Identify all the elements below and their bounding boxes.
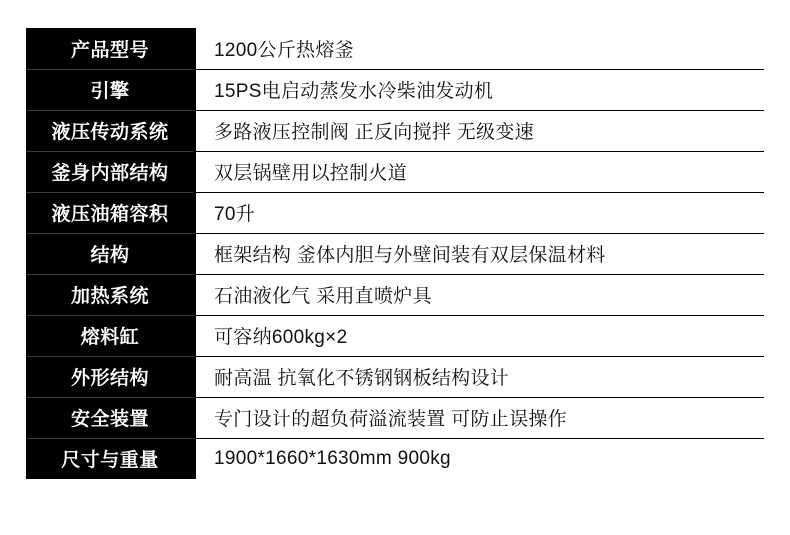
table-row — [26, 151, 764, 192]
table-row — [26, 233, 764, 274]
spec-value: 可容纳600kg×2 — [195, 315, 764, 356]
spec-label: 熔料缸 — [26, 315, 195, 356]
table-row — [26, 356, 764, 397]
spec-label: 结构 — [26, 233, 195, 274]
table-row — [26, 438, 764, 479]
specification-table-body — [26, 28, 764, 479]
spec-value: 耐高温 抗氧化不锈钢钢板结构设计 — [195, 356, 764, 397]
spec-value: 专门设计的超负荷溢流装置 可防止误操作 — [195, 397, 764, 438]
table-row — [26, 274, 764, 315]
spec-label: 釜身内部结构 — [26, 151, 195, 192]
table-row — [26, 110, 764, 151]
specification-table — [26, 28, 764, 479]
spec-value: 多路液压控制阀 正反向搅拌 无级变速 — [195, 110, 764, 151]
table-row — [26, 28, 764, 69]
spec-label: 安全装置 — [26, 397, 195, 438]
spec-value: 石油液化气 采用直喷炉具 — [195, 274, 764, 315]
table-row — [26, 315, 764, 356]
spec-label: 液压油箱容积 — [26, 192, 195, 233]
spec-label: 加热系统 — [26, 274, 195, 315]
spec-value: 框架结构 釜体内胆与外壁间装有双层保温材料 — [195, 233, 764, 274]
table-row — [26, 397, 764, 438]
spec-label: 产品型号 — [26, 28, 195, 69]
spec-label: 外形结构 — [26, 356, 195, 397]
spec-value: 15PS电启动蒸发水冷柴油发动机 — [195, 69, 764, 110]
spec-label: 引擎 — [26, 69, 195, 110]
spec-value: 70升 — [195, 192, 764, 233]
spec-label: 尺寸与重量 — [26, 438, 195, 479]
spec-label: 液压传动系统 — [26, 110, 195, 151]
spec-value: 双层锅壁用以控制火道 — [195, 151, 764, 192]
spec-value: 1900*1660*1630mm 900kg — [195, 438, 764, 479]
spec-value: 1200公斤热熔釜 — [195, 28, 764, 69]
table-row — [26, 69, 764, 110]
table-row — [26, 192, 764, 233]
